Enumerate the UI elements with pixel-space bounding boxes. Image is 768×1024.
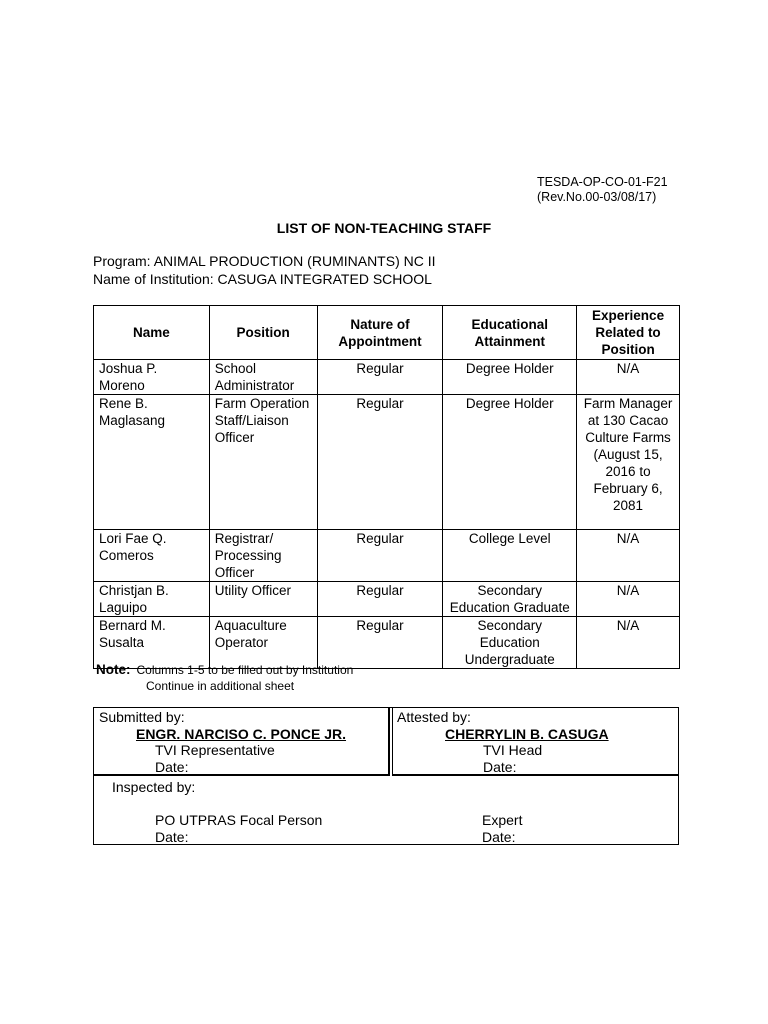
cell-position: Registrar/ Processing Officer [209,530,317,582]
cell-education: Degree Holder [443,360,577,395]
note-line-1: Columns 1-5 to be filled out by Institution [136,663,354,677]
cell-experience: Farm Manager at 130 Cacao Culture Farms (August 15, 2016 to February 6, 2081 [577,395,680,530]
program-line: Program: ANIMAL PRODUCTION (RUMINANTS) NC II [93,253,436,269]
table-row [94,395,680,530]
submitted-section [94,708,390,776]
cell-position: Farm Operation Staff/Liaison Officer [209,395,317,530]
header-nature-of-appointment: Nature of Appointment [317,306,443,360]
form-code [537,175,668,205]
header-educational-attainment: Educational Attainment [443,306,577,360]
inspected-section [94,778,678,844]
attested-name: CHERRYLIN B. CASUGA [445,726,609,742]
cell-name: Christjan B. Laguipo [94,582,210,617]
submitted-role: TVI Representative [155,742,275,758]
cell-nature: Regular [317,582,443,617]
header-name: Name [94,306,210,360]
table-row [94,617,680,669]
cell-name: Lori Fae Q. Comeros [94,530,210,582]
cell-name: Joshua P. Moreno [94,360,210,395]
program-info [93,252,436,288]
cell-name: Rene B. Maglasang [94,395,210,530]
attested-date: Date: [483,759,517,775]
cell-experience: N/A [577,530,680,582]
cell-education: Secondary Education Graduate [443,582,577,617]
cell-experience: N/A [577,617,680,669]
inspector-expert-date: Date: [482,829,516,845]
table-header-row [94,306,680,360]
table-row [94,530,680,582]
cell-education: Degree Holder [443,395,577,530]
cell-experience: N/A [577,582,680,617]
document-title: LIST OF NON-TEACHING STAFF [276,220,492,236]
signature-box [93,707,679,845]
table-row [94,582,680,617]
attested-role: TVI Head [483,742,543,758]
cell-name: Bernard M. Susalta [94,617,210,669]
institution-line: Name of Institution: CASUGA INTEGRATED SCHOOL [93,271,432,287]
note-line-2: Continue in additional sheet [146,679,295,693]
cell-position: Aquaculture Operator [209,617,317,669]
form-code-revision: (Rev.No.00-03/08/17) [537,190,657,204]
header-position: Position [209,306,317,360]
attested-label: Attested by: [397,709,471,725]
staff-table [93,305,680,669]
cell-position: School Administrator [209,360,317,395]
inspected-label: Inspected by: [112,779,196,795]
cell-education: Secondary Education Undergraduate [443,617,577,669]
cell-position: Utility Officer [209,582,317,617]
submitted-label: Submitted by: [99,709,185,725]
table-row [94,360,680,395]
header-experience: Experience Related to Position [577,306,680,360]
cell-nature: Regular [317,530,443,582]
cell-experience: N/A [577,360,680,395]
cell-education: College Level [443,530,577,582]
form-code-number: TESDA-OP-CO-01-F21 [537,175,668,189]
submitted-name: ENGR. NARCISO C. PONCE JR. [135,726,347,742]
cell-nature: Regular [317,360,443,395]
note-label: Note: [96,662,131,677]
attested-section [392,708,678,776]
note [96,662,353,694]
cell-nature: Regular [317,395,443,530]
submitted-date: Date: [155,759,189,775]
inspector-expert-role: Expert [482,812,523,828]
cell-nature: Regular [317,617,443,669]
inspector-focal-role: PO UTPRAS Focal Person [155,812,323,828]
inspector-focal-date: Date: [155,829,189,845]
